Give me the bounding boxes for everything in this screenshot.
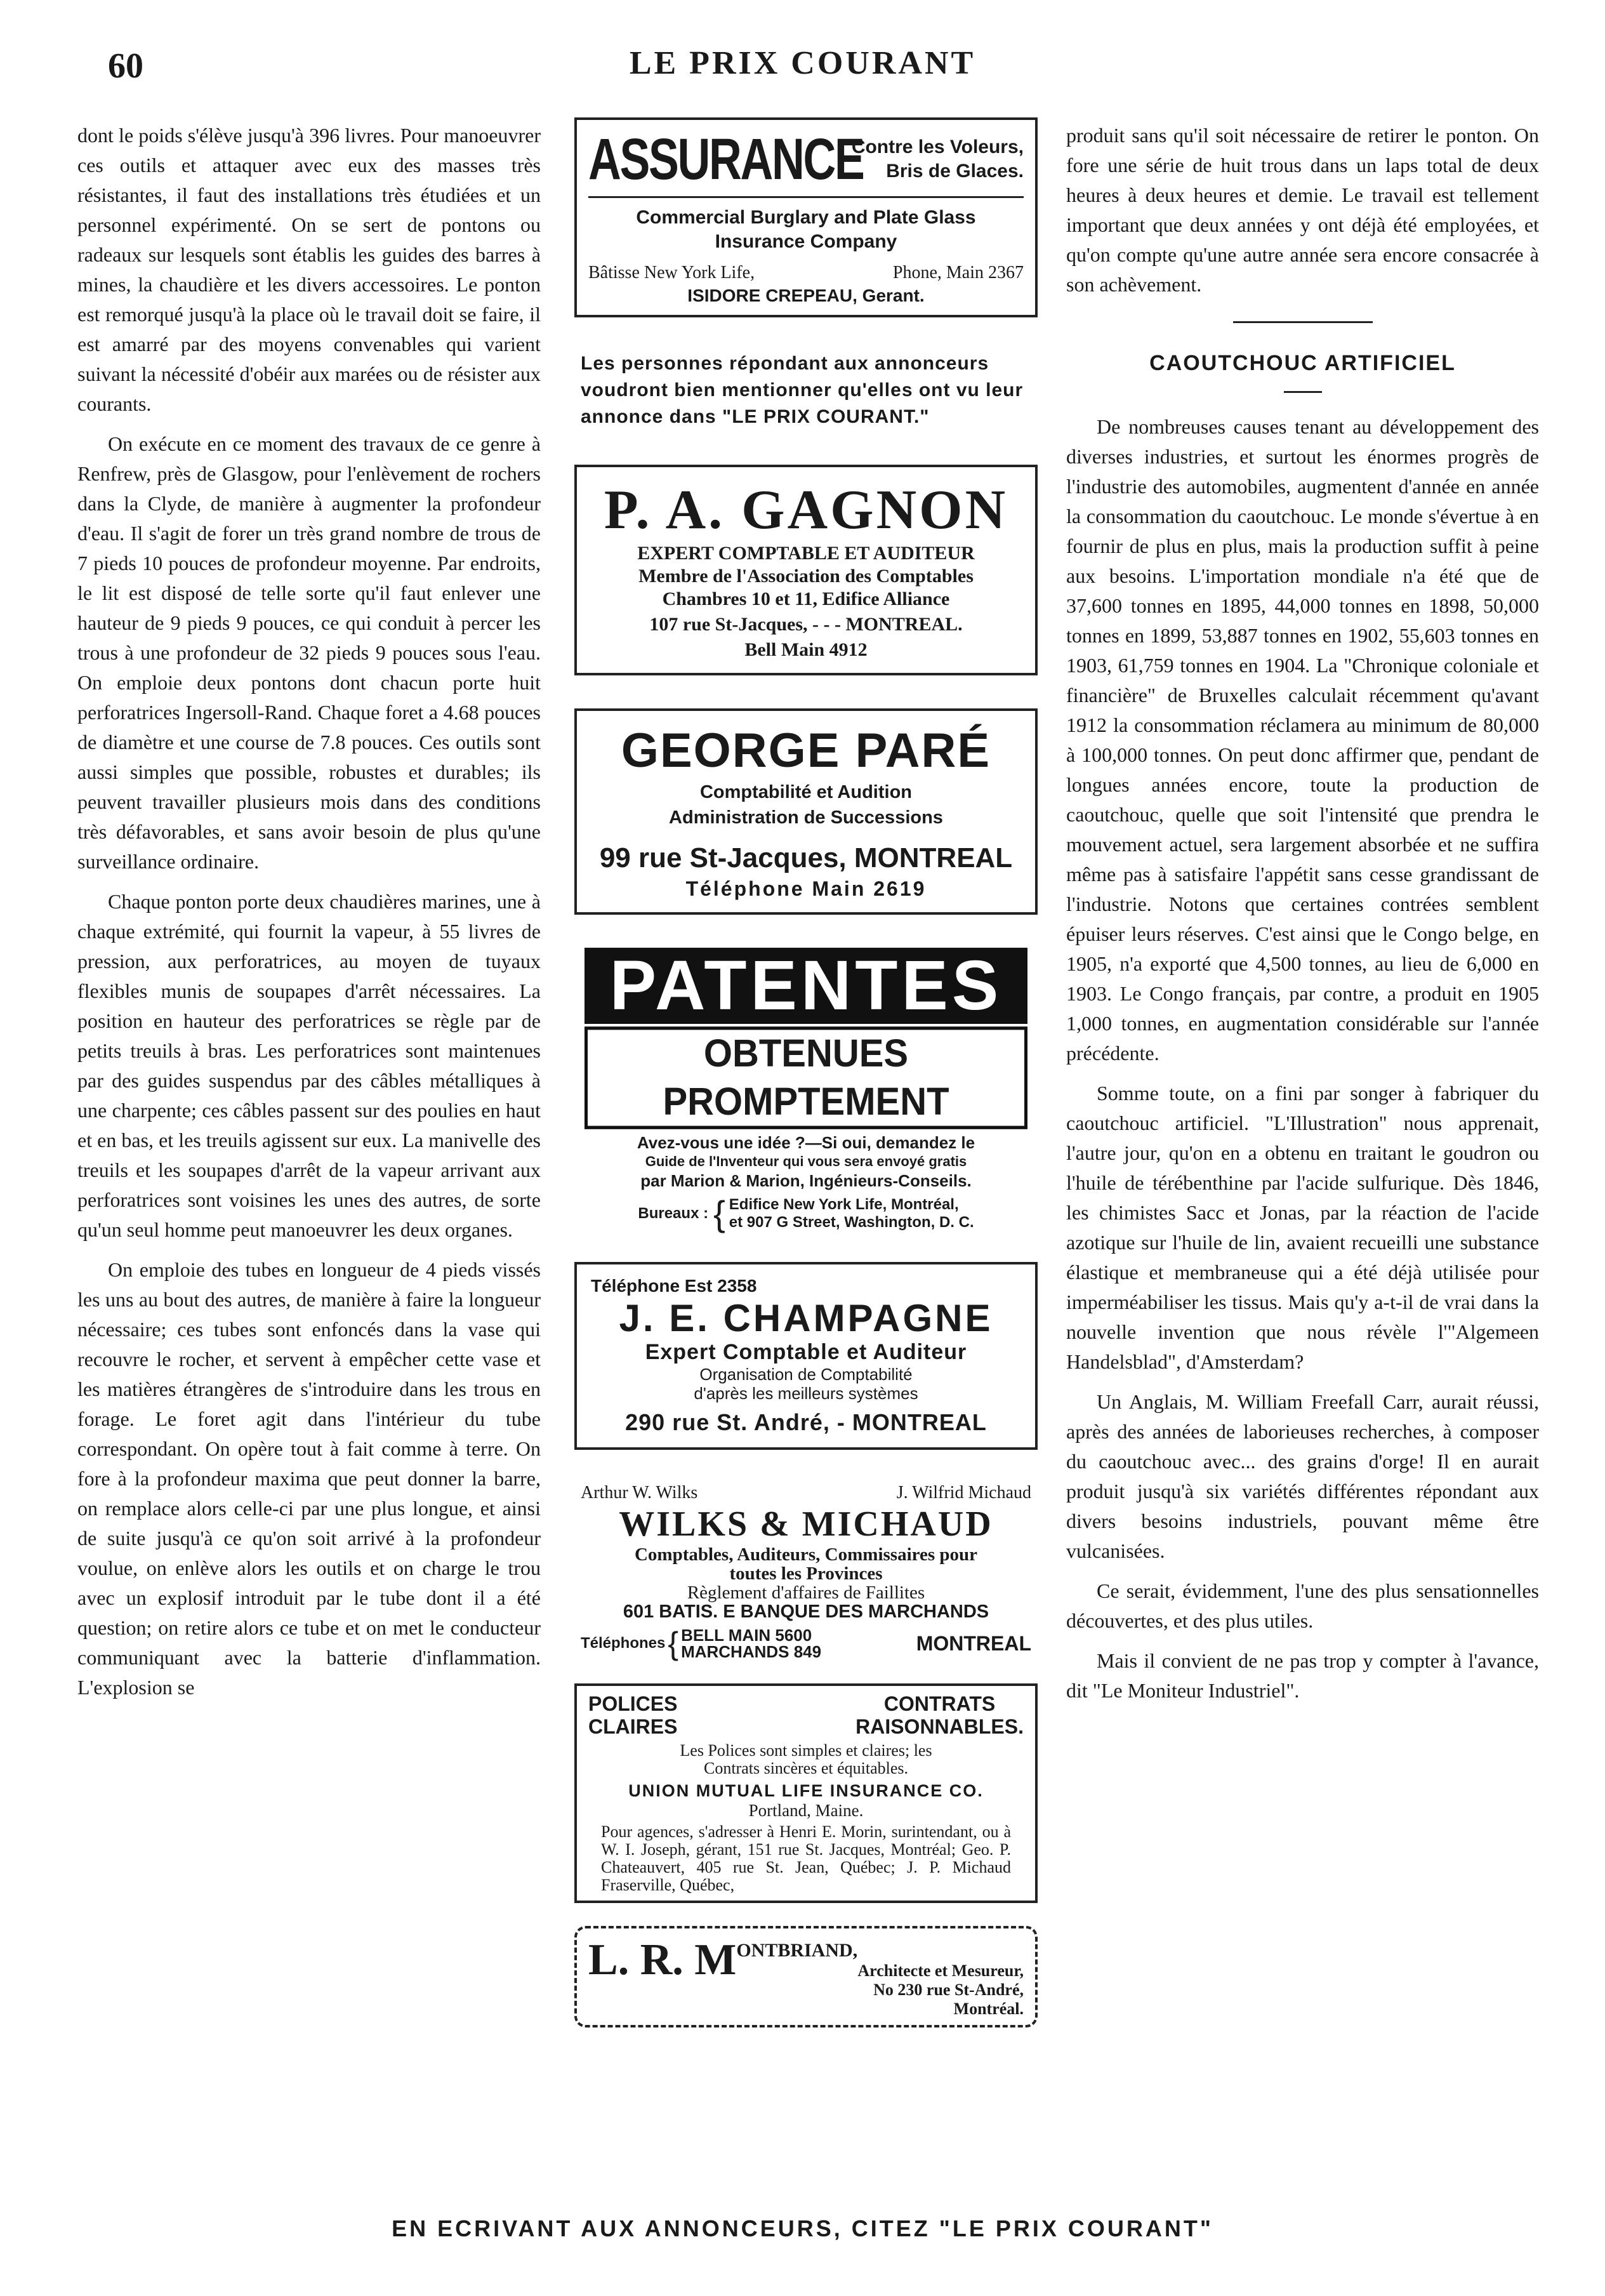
wilks-line3: Règlement d'affaires de Faillites bbox=[687, 1583, 925, 1603]
champagne-phone: Téléphone Est 2358 bbox=[591, 1276, 757, 1296]
wilks-phone2: MARCHANDS 849 bbox=[681, 1642, 822, 1661]
patents-office2: et 907 G Street, Washington, D. C. bbox=[729, 1213, 974, 1231]
pare-line1: Comptabilité et Audition bbox=[699, 782, 912, 802]
section-divider bbox=[1233, 321, 1373, 323]
montbriand-line3: Montréal. bbox=[953, 2000, 1024, 2018]
gagnon-name: P. A. GAGNON bbox=[604, 479, 1008, 541]
right-paragraph-2: Somme toute, on a fini par songer à fabriquer du caoutchouc artificiel. "L'Illustration" nous apprenait, l'autre jour, qu'on en a obtenu en traitant le goudron ou l'huile de térébenthine par l'acide sulfurique. Dès 1846, les chimistes Sacc et Jonas, par la réaction de l'acide azotique sur l'huile de lin, avaient recueilli une substance élastique et membraneuse qui a été déjà utilisée pour imperméabiliser les tissus. Mais qu'y a-t-il de vrai dans la nouvelle invention que nous révèle l'"Algemeen Handelsblad", d'Amsterdam? bbox=[1066, 1082, 1539, 1373]
champagne-details bbox=[591, 1340, 1021, 1436]
wilks-phone-list bbox=[681, 1627, 821, 1660]
patents-line3: par Marion & Marion, Ingénieurs-Conseils. bbox=[640, 1171, 972, 1190]
wilks-line2: toutes les Provinces bbox=[729, 1563, 883, 1584]
headline-divider bbox=[1284, 391, 1322, 393]
assurance-building: Bâtisse New York Life, bbox=[588, 263, 755, 282]
union-left bbox=[588, 1692, 677, 1738]
assurance-company-line2: Insurance Company bbox=[715, 231, 897, 252]
montbriand-line2: No 230 rue St-André, bbox=[873, 1981, 1024, 1999]
page-footer: EN ECRIVANT AUX ANNONCEURS, CITEZ "LE PRIX COURANT" bbox=[392, 2215, 1213, 2241]
patents-ad bbox=[574, 948, 1038, 1234]
champagne-ad bbox=[574, 1262, 1038, 1450]
assurance-ad bbox=[574, 117, 1038, 317]
assurance-sub-line1: Contre les Voleurs, bbox=[851, 136, 1024, 157]
champagne-name: J. E. CHAMPAGNE bbox=[619, 1297, 993, 1339]
gagnon-details bbox=[591, 542, 1021, 661]
union-line1: Les Polices sont simples et claires; les bbox=[680, 1741, 932, 1760]
assurance-sub-line2: Bris de Glaces. bbox=[886, 161, 1024, 182]
pare-details bbox=[591, 780, 1021, 830]
union-mutual-ad bbox=[574, 1683, 1038, 1903]
patents-line2: Guide de l'Inventeur qui vous sera envoyé gratis bbox=[645, 1153, 967, 1169]
wilks-phone1: BELL MAIN 5600 bbox=[681, 1626, 812, 1645]
left-paragraph-3: Chaque ponton porte deux chaudières marines, une à chaque extrémité, qui fournit la vapeur, à 55 livres de pression, aux perforatrices, au moyen de tuyaux flexibles munis de soupapes d'arrêt nécessaires. La position en hauteur des perforatrices se règle par de petits treuils à bras. Les perforatrices sont maintenues par des guides suspendus par des câbles métalliques à une charpente; ces câbles passent sur des poulies en haut et en bas, et les treuils agissent sur eux. La manivelle des treuils et les soupapes d'arrêt de la vapeur arrivant aux perforatrices sont voisines les unes des autres, de sorte qu'un seul homme peut manoeuvrer les deux organes. bbox=[77, 890, 541, 1241]
patents-details bbox=[581, 1133, 1031, 1190]
assurance-address-row bbox=[588, 263, 1024, 283]
wilks-phones bbox=[581, 1625, 1031, 1662]
pare-phone: Téléphone Main 2619 bbox=[685, 877, 927, 900]
union-company: UNION MUTUAL LIFE INSURANCE CO. bbox=[628, 1781, 984, 1800]
patents-line1: Avez-vous une idée ?—Si oui, demandez le bbox=[637, 1133, 975, 1152]
assurance-header bbox=[588, 129, 1024, 198]
wilks-right-name: J. Wilfrid Michaud bbox=[896, 1483, 1031, 1503]
wilks-city: MONTREAL bbox=[916, 1631, 1031, 1655]
advertisers-notice: Les personnes répondant aux annonceurs voudront bien mentionner qu'elles ont vu leur annonce dans "LE PRIX COURANT." bbox=[581, 353, 1024, 427]
assurance-phone: Phone, Main 2367 bbox=[892, 263, 1024, 282]
right-paragraph-3: Un Anglais, M. William Freefall Carr, aurait réussi, après des années de laborieuses recherches, à composer du caoutchouc avec... des grains d'orge! Il en aurait produit jusqu'à six variétés différentes répondant aux divers besoins industriels, pouvant même être vulcanisées. bbox=[1066, 1390, 1539, 1562]
running-title: LE PRIX COURANT bbox=[629, 45, 976, 81]
gagnon-phone: Bell Main 4912 bbox=[744, 639, 868, 660]
assurance-company bbox=[588, 206, 1024, 254]
wilks-michaud-ad bbox=[574, 1483, 1038, 1662]
union-line2: Contrats sincères et équitables. bbox=[703, 1759, 909, 1777]
champagne-address: 290 rue St. André, - MONTREAL bbox=[625, 1409, 987, 1435]
assurance-company-line1: Commercial Burglary and Plate Glass bbox=[636, 207, 976, 228]
union-city: Portland, Maine. bbox=[748, 1801, 864, 1820]
union-left2: CLAIRES bbox=[588, 1715, 678, 1738]
right-paragraph-1: De nombreuses causes tenant au développement des diverses industries, et surtout les énormes progrès de l'industrie des automobiles, augmentent d'année en année la consommation du caoutchouc. Le monde s'évertue à en fournir de plus en plus, mais la production suffit à peine aux besoins. L'importation mondiale n'a été que de 37,600 tonnes en 1895, 44,000 tonnes en 1898, 50,000 tonnes en 1899, 53,887 tonnes en 1902, 55,603 tonnes en 1903, 61,759 tonnes en 1904. La "Chronique coloniale et financière" de Bruxelles calculait récemment qu'avant 1912 la consommation réclamera au minimum de 80,000 à 100,000 tonnes. On peut donc affirmer que, pendant de longues années encore, toute la production de caoutchouc, quelle que soit l'intensité que prendra le mouvement actuel, sera largement absorbée et ne suffira même pas à satisfaire l'appétit sans cesse grandissant de l'industrie. Notons que certaines contrées semblent épuiser leurs réserves. C'est ainsi que le Congo belge, en 1905, n'a exporté que 4,500 tonnes, au lieu de 6,000 en 1903. Le Congo français, par contre, a produit en 1905 1,000 tonnes, en augmentation considérable sur l'année précédente. bbox=[1066, 415, 1539, 1065]
montbriand-initials: L. R. M bbox=[588, 1935, 737, 1984]
pare-address: 99 rue St-Jacques, MONTREAL bbox=[599, 842, 1013, 873]
patents-title: PATENTES bbox=[585, 948, 1027, 1024]
pare-ad bbox=[574, 708, 1038, 915]
union-header bbox=[588, 1692, 1024, 1738]
union-left1: POLICES bbox=[588, 1692, 678, 1715]
gagnon-ad bbox=[574, 465, 1038, 675]
champagne-line3: d'après les meilleurs systèmes bbox=[694, 1384, 918, 1403]
union-agents: Pour agences, s'adresser à Henri E. Morin, surintendant, ou à W. I. Joseph, gérant, 151 rue St. Jacques, Montréal; Geo. P. Chateauvert, 405 rue St. Jean, Québec; J. P. Michaud Fraserville, Québec, bbox=[601, 1822, 1011, 1894]
gagnon-address: 107 rue St-Jacques, - - - MONTREAL. bbox=[649, 614, 963, 635]
patents-office1: Edifice New York Life, Montréal, bbox=[729, 1195, 959, 1213]
wilks-line4: 601 BATIS. E BANQUE DES MARCHANDS bbox=[623, 1602, 989, 1622]
pare-line2: Administration de Successions bbox=[669, 807, 943, 828]
right-paragraph-5: Mais il convient de ne pas trop y compter à l'avance, dit "Le Moniteur Industriel". bbox=[1066, 1649, 1539, 1702]
montbriand-ad bbox=[574, 1926, 1038, 2027]
page-number: 60 bbox=[108, 46, 143, 86]
left-paragraph-1: dont le poids s'élève jusqu'à 396 livres. Pour manoeuvrer ces outils et attaquer avec eux des masses très résistantes, il faut des installations très étudiées et un personnel expérimenté. On se sert de pontons ou radeaux sur lesquels sont établis les guides des barres à mines, la chaudière et les divers accessoires. Le ponton est remorqué jusqu'à la place où le travail doit se faire, il est amarré par des moyens convenables qui varient suivant la nécessité d'obéir aux marées ou de résister aux courants. bbox=[77, 124, 541, 415]
patents-offices-label: Bureaux : bbox=[638, 1204, 709, 1222]
montbriand-details bbox=[736, 1935, 1024, 2019]
union-right1: CONTRATS bbox=[883, 1692, 996, 1715]
left-column bbox=[77, 121, 541, 1713]
right-intro-paragraph: produit sans qu'il soit nécessaire de retirer le ponton. On fore une série de huit trous dans un laps total de deux heures à deux heures et demie. Le travail est tellement important que deux années y ont déjà été employées, et qu'on compte qu'une autre année sera encore consacrée à son achèvement. bbox=[1066, 124, 1539, 296]
article-headline: CAOUTCHOUC ARTIFICIEL bbox=[1149, 351, 1456, 375]
advertisement-column bbox=[574, 117, 1038, 2060]
union-right bbox=[855, 1692, 1024, 1738]
left-paragraph-2: On exécute en ce moment des travaux de ce genre à Renfrew, près de Glasgow, pour l'enlèvement de rochers dans la Clyde, de manière à augmenter la profondeur d'eau. Il s'agit de forer un très grand nombre de trous de 7 pieds 10 pouces de profondeur moyenne. Par endroits, le lit est disposé de telle sorte qu'il faut enlever une hauteur de 9 pieds 9 pouces, ce qui conduit à percer les trous à une profondeur de 32 pieds 9 pouces sous l'eau. On emploie deux pontons dont chacun porte huit perforatrices Ingersoll-Rand. Chaque foret a 4.68 pouces de diamètre et une course de 7.8 pouces. Ces outils sont aussi simples que possible, robustes et durables; ils peuvent travailler plusieurs mois dans des conditions très défavorables, et sans avoir besoin de plus qu'une surveillance ordinaire. bbox=[77, 432, 541, 873]
brace-icon: { bbox=[668, 1626, 679, 1661]
wilks-partners bbox=[581, 1483, 1031, 1503]
wilks-phones-label: Téléphones bbox=[581, 1635, 666, 1652]
montbriand-name: ONTBRIAND, bbox=[736, 1940, 858, 1961]
wilks-details bbox=[581, 1545, 1031, 1621]
assurance-manager: ISIDORE CREPEAU, Gerant. bbox=[687, 286, 925, 305]
gagnon-line1: EXPERT COMPTABLE ET AUDITEUR bbox=[637, 543, 975, 564]
brace-icon: { bbox=[713, 1193, 725, 1233]
right-paragraph-4: Ce serait, évidemment, l'une des plus sensationnelles découvertes, et des plus utiles. bbox=[1066, 1579, 1539, 1632]
wilks-line1: Comptables, Auditeurs, Commissaires pour bbox=[634, 1544, 978, 1565]
right-column bbox=[1066, 121, 1539, 1716]
patents-offices bbox=[581, 1193, 1031, 1234]
wilks-name: WILKS & MICHAUD bbox=[619, 1504, 993, 1544]
left-paragraph-4: On emploie des tubes en longueur de 4 pieds vissés les uns au bout des autres, de manière à faire la longueur nécessaire; ces tubes sont enfoncés dans la vase qui recouvre le rocher, et servent à empêcher cette vase et les matières étrangères de s'introduire dans les trous en forage. Le foret agit dans l'intérieur du tube correspondant. On opère tout à fait comme à terre. On fore à la profondeur maxima que peut donner la barre, on remplace alors celle-ci par une plus longue, et ainsi de suite jusqu'à ce qu'on soit arrivé à la profondeur voulue, on enlève alors les outils et on charge le trou avec un explosif introduit par le tube dont il a été question; on retire alors ce tube et on met le conducteur communiquant avec la batterie d'inflammation. L'explosion se bbox=[77, 1258, 541, 1699]
champagne-line2: Organisation de Comptabilité bbox=[699, 1365, 913, 1384]
montbriand-line1: Architecte et Mesureur, bbox=[857, 1961, 1024, 1980]
gagnon-line3: Chambres 10 et 11, Edifice Alliance bbox=[662, 588, 950, 609]
champagne-line1: Expert Comptable et Auditeur bbox=[645, 1340, 967, 1364]
assurance-title: ASSURANCE bbox=[588, 127, 864, 192]
pare-name: GEORGE PARÉ bbox=[621, 724, 991, 778]
union-policies bbox=[588, 1742, 1024, 1777]
union-right2: RAISONNABLES. bbox=[855, 1715, 1024, 1738]
gagnon-line2: Membre de l'Association des Comptables bbox=[638, 566, 974, 587]
patents-subtitle: OBTENUES PROMPTEMENT bbox=[585, 1026, 1027, 1129]
wilks-left-name: Arthur W. Wilks bbox=[581, 1483, 698, 1503]
patents-office-list bbox=[729, 1196, 974, 1231]
